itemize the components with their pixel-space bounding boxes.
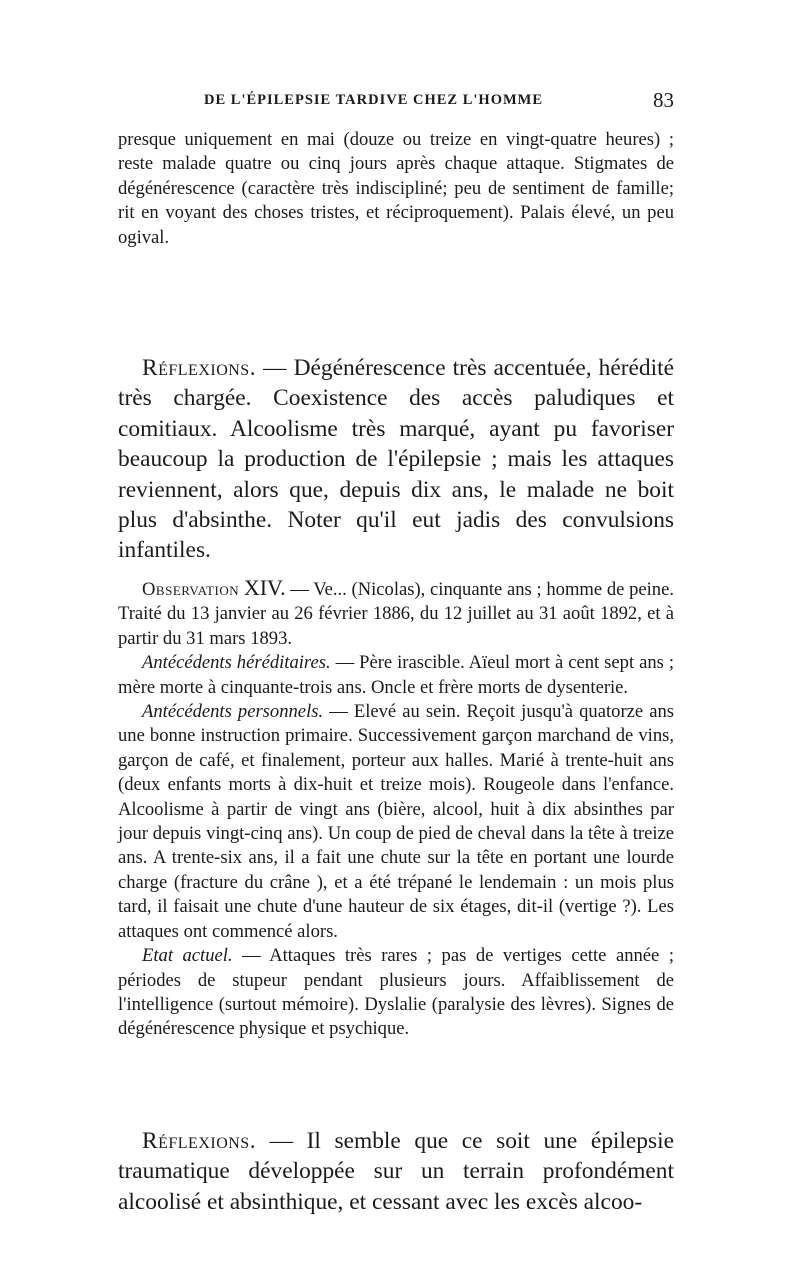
continuation-text: presque uniquement en mai (douze ou treize en vingt-quatre heures) ; reste malade quatre ou cinq jours après chaque attaque. Stigmates de dégénérescence (caractère très indiscipliné; peu de sentiment de famille; rit en voyant des choses tristes, et réciproquement). Palais élevé, un peu ogival. xyxy=(118,129,674,248)
personal-text: — Elevé au sein. Reçoit jusqu'à quatorze ans une bonne instruction primaire. Successivement garçon marchand de vins, garçon de café, et finalement, porteur aux halles. Marié à trente-huit ans (deux enfants morts à dix-huit et treize mois). Rougeole dans l'enfance. Alcoolisme à partir de vingt ans (bière, alcool, huit à dix absinthes par jour depuis vingt-cinq ans). Un coup de pied de cheval dans la tête à treize ans. A trente-six ans, il a fait une chute sur la tête en portant une lourde charge (fracture du crâne ), et a été trépané le lendemain : un mois plus tard, il faisait une chute d'une hauteur de six étages, dit-il (vertige ?). Les attaques ont commencé alors. xyxy=(118,701,674,942)
reflexions-paragraph-1 xyxy=(118,353,674,566)
reflexions-label-2: Réflexions. xyxy=(142,1128,257,1154)
current-state-text: — Attaques très rares ; pas de vertiges cette année ; périodes de stupeur pendant plusieurs jours. Affaiblissement de l'intelligence (surtout mémoire). Dyslalie (paralysie des lèvres). Signes de dégénérescence physique et psychique. xyxy=(118,945,674,1040)
current-state-paragraph xyxy=(118,944,674,1042)
observation-intro-text: — Ve... (Nicolas), cinquante ans ; homme de peine. Traité du 13 janvier au 26 février 1886, du 12 juillet au 31 août 1892, et à partir du 31 mars 1893. xyxy=(118,579,674,649)
hereditary-label: Antécédents héréditaires. xyxy=(142,652,331,674)
hereditary-text: — Père irascible. Aïeul mort à cent sept ans ; mère morte à cinquante-trois ans. Oncle et frère morts de dysenterie. xyxy=(118,652,674,698)
page-number: 83 xyxy=(653,88,674,112)
observation-section xyxy=(118,576,674,1042)
reflexions-label: Réflexions. xyxy=(142,355,257,381)
reflexions-text-2: — Il semble que ce soit une épilepsie traumatique développée sur un terrain profondément alcoolisé et absinthique, et cessant avec les excès alcoo- xyxy=(118,1128,674,1215)
current-state-label: Etat actuel. xyxy=(142,945,233,967)
observation-label: Observation xyxy=(142,579,240,600)
reflexions-text: — Dégénérescence très accentuée, hérédité très chargée. Coexistence des accès paludiques et comitiaux. Alcoolisme très marqué, ayant pu favoriser beaucoup la production de l'épilepsie ; mais les attaques reviennent, alors que, depuis dix ans, le malade ne boit plus d'absinthe. Noter qu'il eut jadis des convulsions infantiles. xyxy=(118,355,674,564)
hereditary-paragraph xyxy=(118,651,674,700)
observation-intro xyxy=(118,576,674,651)
personal-label: Antécédents personnels. xyxy=(142,701,324,723)
observation-number: XIV. xyxy=(243,575,286,600)
running-title: DE L'ÉPILEPSIE TARDIVE CHEZ L'HOMME xyxy=(204,92,544,108)
continuation-paragraph xyxy=(118,128,674,250)
reflexions-paragraph-2 xyxy=(118,1126,674,1217)
personal-paragraph xyxy=(118,700,674,944)
